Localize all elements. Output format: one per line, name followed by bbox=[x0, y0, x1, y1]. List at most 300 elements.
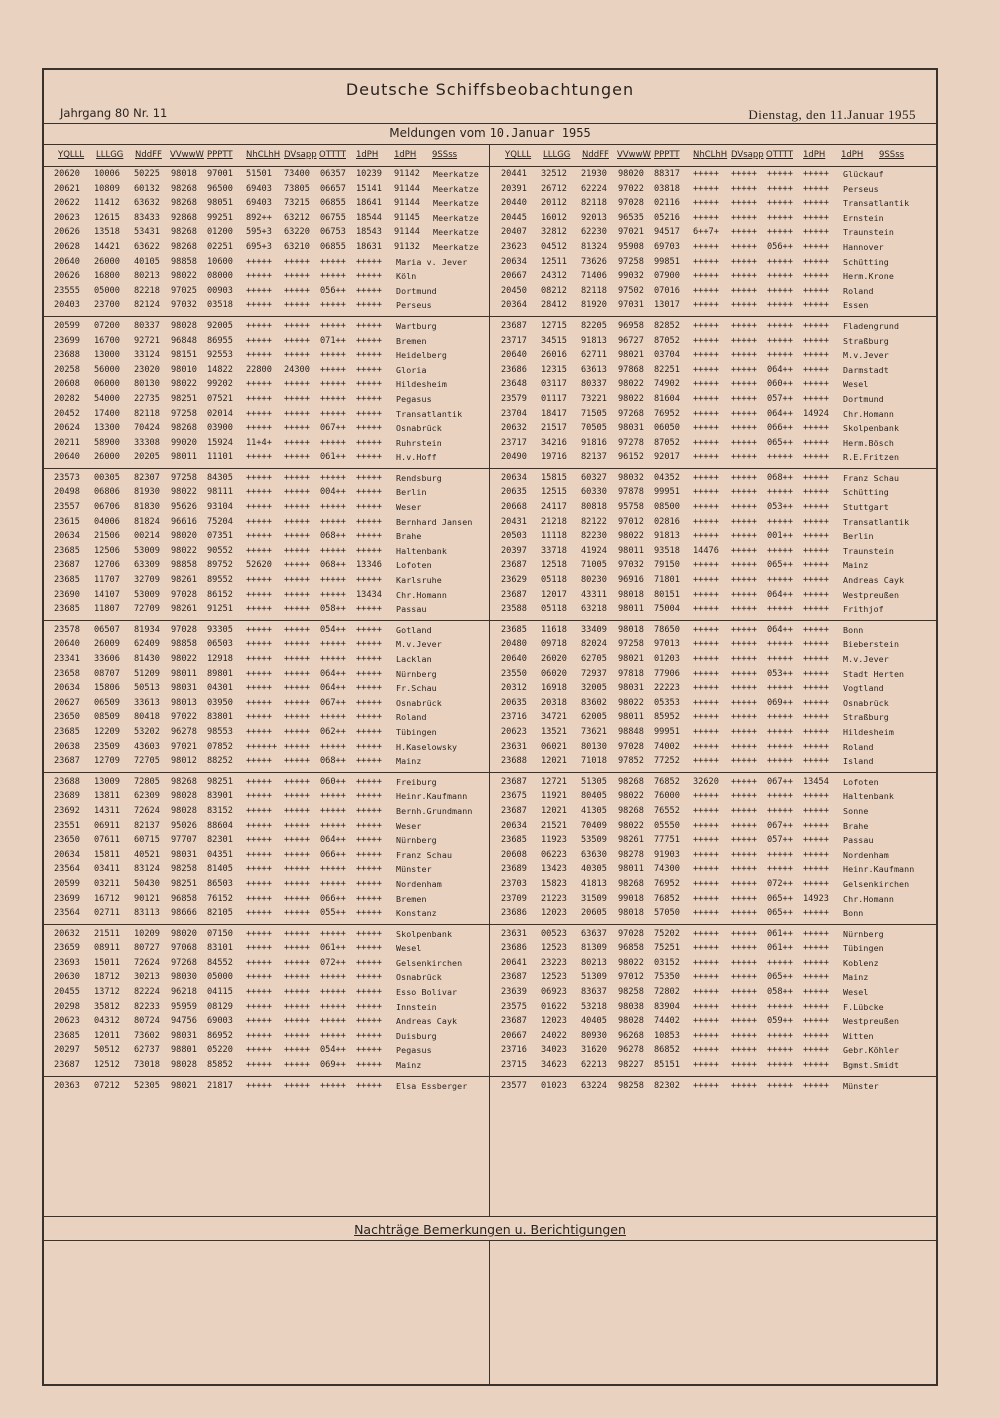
report-value: +++++ bbox=[731, 972, 757, 983]
table-row bbox=[491, 1001, 936, 1016]
report-value: 86952 bbox=[207, 1030, 233, 1041]
table-row bbox=[44, 907, 489, 922]
report-value: +++++ bbox=[693, 183, 719, 194]
report-value: 80727 bbox=[134, 943, 160, 954]
report-value: 53218 bbox=[581, 1001, 607, 1012]
report-value: 33124 bbox=[134, 350, 160, 361]
report-value: +++++ bbox=[731, 878, 757, 889]
ship-name: Schütting bbox=[843, 256, 889, 267]
report-value: 32709 bbox=[134, 575, 160, 586]
ship-name: Berlin bbox=[843, 531, 874, 542]
report-value: +++++ bbox=[356, 639, 382, 650]
table-row bbox=[491, 197, 936, 212]
report-value: 23699 bbox=[54, 893, 80, 904]
report-value: +++++ bbox=[767, 791, 793, 802]
report-value: +++++ bbox=[356, 364, 382, 375]
report-value: 056++ bbox=[767, 241, 793, 252]
report-value: 98268 bbox=[618, 805, 644, 816]
report-value: +++++ bbox=[356, 849, 382, 860]
report-value: +++++ bbox=[731, 452, 757, 463]
report-value: 23675 bbox=[501, 791, 527, 802]
report-value: 05353 bbox=[654, 697, 680, 708]
report-value: +++++ bbox=[693, 928, 719, 939]
report-value: 82024 bbox=[581, 639, 607, 650]
block-separator bbox=[44, 772, 936, 773]
report-value: 14923 bbox=[803, 893, 829, 904]
report-value: 058++ bbox=[320, 604, 346, 615]
report-value: 40521 bbox=[134, 849, 160, 860]
report-value: 16012 bbox=[541, 212, 567, 223]
report-value: 98021 bbox=[618, 654, 644, 664]
report-value: +++++ bbox=[356, 285, 382, 296]
report-value: +++++ bbox=[767, 198, 793, 209]
report-value: +++++ bbox=[731, 320, 757, 331]
ship-name: Island bbox=[843, 756, 874, 767]
report-value: +++++ bbox=[693, 423, 719, 434]
report-value: +++++ bbox=[693, 271, 719, 282]
report-value: 03152 bbox=[654, 957, 680, 968]
report-value: +++++ bbox=[356, 776, 382, 787]
report-value: +++++ bbox=[803, 639, 829, 650]
table-row bbox=[44, 790, 489, 805]
report-value: 20205 bbox=[134, 452, 160, 463]
report-value: +++++ bbox=[693, 668, 719, 679]
report-value: +++++ bbox=[356, 712, 382, 723]
report-value: +++++ bbox=[356, 437, 382, 448]
report-value: 20312 bbox=[501, 683, 527, 694]
report-value: +++++ bbox=[731, 835, 757, 846]
report-value: 03704 bbox=[654, 350, 680, 361]
report-value: +++++ bbox=[246, 893, 272, 904]
report-value: 23700 bbox=[94, 300, 120, 311]
column-header: OTTTT bbox=[319, 150, 347, 160]
report-value: +++++ bbox=[246, 300, 272, 311]
report-value: +++++ bbox=[693, 1030, 719, 1041]
report-value: 071++ bbox=[320, 335, 346, 346]
ship-name: Nürnberg bbox=[843, 928, 884, 939]
report-value: 13009 bbox=[94, 776, 120, 787]
report-value: 23573 bbox=[54, 472, 80, 483]
report-value: +++++ bbox=[731, 741, 757, 752]
report-value: 23509 bbox=[94, 741, 120, 752]
report-value: 98031 bbox=[171, 683, 197, 694]
report-value: +++++ bbox=[803, 1016, 829, 1027]
report-value: +++++ bbox=[803, 256, 829, 267]
report-value: 20498 bbox=[54, 487, 80, 498]
report-value: 21521 bbox=[541, 820, 567, 831]
table-row bbox=[44, 726, 489, 741]
report-value: 23555 bbox=[54, 285, 80, 296]
report-value: 20641 bbox=[501, 957, 527, 968]
report-block bbox=[44, 1080, 489, 1095]
report-value: 76852 bbox=[654, 776, 680, 787]
report-value: 072++ bbox=[320, 957, 346, 968]
report-value: +++++ bbox=[284, 654, 310, 664]
report-value: 066++ bbox=[320, 893, 346, 904]
report-value: 98032 bbox=[618, 472, 644, 483]
report-value: +++++ bbox=[284, 285, 310, 296]
block-separator bbox=[44, 1076, 936, 1077]
report-value: 98858 bbox=[171, 256, 197, 267]
report-value: 23687 bbox=[54, 560, 80, 571]
ship-name: Meerkatze bbox=[433, 198, 479, 209]
report-value: +++++ bbox=[803, 683, 829, 694]
report-value: 08212 bbox=[541, 285, 567, 296]
table-row bbox=[44, 624, 489, 639]
ship-name: Lacklan bbox=[396, 654, 432, 664]
report-value: 97868 bbox=[618, 364, 644, 375]
report-value: +++++ bbox=[767, 285, 793, 296]
report-value: +++++ bbox=[731, 791, 757, 802]
report-value: +++++ bbox=[284, 1030, 310, 1041]
report-value: +++++ bbox=[246, 654, 272, 664]
report-value: 10209 bbox=[134, 928, 160, 939]
report-value: +++++ bbox=[731, 198, 757, 209]
report-value: +++++ bbox=[284, 271, 310, 282]
report-value: 11412 bbox=[94, 198, 120, 209]
report-value: 31509 bbox=[581, 893, 607, 904]
report-value: 068++ bbox=[320, 756, 346, 767]
table-row bbox=[44, 270, 489, 285]
report-value: +++++ bbox=[246, 668, 272, 679]
report-value: 18544 bbox=[356, 212, 382, 223]
report-value: 97012 bbox=[618, 516, 644, 527]
report-value: 04351 bbox=[207, 849, 233, 860]
report-value: 98028 bbox=[618, 1016, 644, 1027]
report-value: 70424 bbox=[134, 423, 160, 434]
report-value: +++++ bbox=[731, 987, 757, 998]
report-value: 89752 bbox=[207, 560, 233, 571]
report-value: 23687 bbox=[501, 776, 527, 787]
report-value: 23659 bbox=[54, 943, 80, 954]
table-row bbox=[491, 422, 936, 437]
report-value: 82302 bbox=[654, 1080, 680, 1091]
report-value: 21930 bbox=[581, 169, 607, 179]
report-value: +++++ bbox=[246, 1030, 272, 1041]
report-value: 98011 bbox=[618, 545, 644, 556]
report-value: 064++ bbox=[767, 624, 793, 635]
report-value: +++++ bbox=[284, 545, 310, 556]
report-value: 96268 bbox=[618, 1030, 644, 1041]
report-value: 98251 bbox=[207, 776, 233, 787]
table-row bbox=[491, 393, 936, 408]
report-value: 82124 bbox=[134, 300, 160, 311]
report-value: +++++ bbox=[693, 943, 719, 954]
report-value: 23685 bbox=[54, 575, 80, 586]
ship-name: Fladengrund bbox=[843, 320, 900, 331]
report-value: +++++ bbox=[356, 624, 382, 635]
report-value: +++++ bbox=[284, 776, 310, 787]
ship-name: Lofoten bbox=[396, 560, 432, 571]
report-value: +++++ bbox=[803, 393, 829, 404]
report-value: +++++ bbox=[693, 849, 719, 860]
report-value: 98858 bbox=[171, 560, 197, 571]
column-header: LLLGG bbox=[543, 150, 571, 160]
report-value: 52620 bbox=[246, 560, 272, 571]
report-value: 82218 bbox=[134, 285, 160, 296]
report-value: 99951 bbox=[654, 726, 680, 737]
ship-name: M.v.Jever bbox=[396, 639, 442, 650]
table-row bbox=[44, 1015, 489, 1030]
ship-name: Westpreußen bbox=[843, 589, 900, 600]
report-value: 892++ bbox=[246, 212, 272, 223]
report-value: 96218 bbox=[171, 987, 197, 998]
report-value: +++++ bbox=[284, 350, 310, 361]
report-value: 00214 bbox=[134, 531, 160, 542]
column-header: VVwwW bbox=[170, 150, 204, 160]
report-value: 97818 bbox=[618, 668, 644, 679]
report-value: +++++ bbox=[284, 878, 310, 889]
report-value: 05000 bbox=[207, 972, 233, 983]
report-value: 98022 bbox=[171, 654, 197, 664]
report-value: +++++ bbox=[767, 183, 793, 194]
report-value: 12615 bbox=[94, 212, 120, 223]
table-row bbox=[491, 545, 936, 560]
report-value: 76852 bbox=[654, 893, 680, 904]
report-value: 595+3 bbox=[246, 227, 272, 238]
report-value: +++++ bbox=[731, 589, 757, 600]
table-row bbox=[44, 986, 489, 1001]
report-value: 96500 bbox=[207, 183, 233, 194]
report-value: +++++ bbox=[320, 878, 346, 889]
table-row bbox=[44, 805, 489, 820]
report-value: 62737 bbox=[134, 1045, 160, 1056]
report-value: +++++ bbox=[767, 1080, 793, 1091]
report-value: 26000 bbox=[94, 452, 120, 463]
table-row bbox=[44, 820, 489, 835]
report-value: 97032 bbox=[171, 300, 197, 311]
report-value: +++++ bbox=[246, 423, 272, 434]
ship-name: Hannover bbox=[843, 241, 884, 252]
report-value: +++++ bbox=[767, 350, 793, 361]
report-value: +++++ bbox=[731, 364, 757, 375]
report-value: 98258 bbox=[618, 1080, 644, 1091]
report-value: 91142 bbox=[394, 169, 420, 179]
report-value: +++++ bbox=[246, 271, 272, 282]
report-value: +++++ bbox=[246, 835, 272, 846]
table-row bbox=[44, 928, 489, 943]
report-value: +++++ bbox=[246, 943, 272, 954]
report-value: +++++ bbox=[284, 560, 310, 571]
report-value: +++++ bbox=[767, 212, 793, 223]
report-value: 23631 bbox=[501, 741, 527, 752]
report-value: 63622 bbox=[134, 241, 160, 252]
report-value: 75204 bbox=[207, 516, 233, 527]
report-value: +++++ bbox=[356, 423, 382, 434]
report-value: 068++ bbox=[320, 531, 346, 542]
report-value: +++++ bbox=[284, 502, 310, 513]
report-value: 064++ bbox=[320, 835, 346, 846]
report-value: 12512 bbox=[94, 1060, 120, 1071]
report-value: +++++ bbox=[693, 741, 719, 752]
table-row bbox=[44, 349, 489, 364]
ship-name: Skolpenbank bbox=[396, 928, 453, 939]
report-value: 15141 bbox=[356, 183, 382, 194]
table-row bbox=[491, 574, 936, 589]
report-value: 23715 bbox=[501, 1060, 527, 1071]
report-value: 97502 bbox=[618, 285, 644, 296]
ship-name: Konstanz bbox=[396, 908, 437, 919]
ship-name: Nordenham bbox=[396, 878, 442, 889]
report-value: 20667 bbox=[501, 1030, 527, 1041]
table-row bbox=[44, 285, 489, 300]
report-value: +++++ bbox=[731, 1060, 757, 1071]
report-value: +++++ bbox=[246, 487, 272, 498]
ship-name: Osnabrück bbox=[843, 697, 889, 708]
report-value: 97068 bbox=[171, 943, 197, 954]
report-value: 20298 bbox=[54, 1001, 80, 1012]
report-value: 40405 bbox=[581, 1016, 607, 1027]
report-value: +++++ bbox=[693, 1080, 719, 1091]
report-value: +++++ bbox=[731, 712, 757, 723]
report-value: 41305 bbox=[581, 805, 607, 816]
report-value: 06855 bbox=[320, 241, 346, 252]
report-value: +++++ bbox=[246, 972, 272, 983]
ship-name: Herm.Bösch bbox=[843, 437, 894, 448]
table-row bbox=[44, 256, 489, 271]
report-value: 16918 bbox=[541, 683, 567, 694]
report-value: 90121 bbox=[134, 893, 160, 904]
report-value: +++++ bbox=[693, 697, 719, 708]
report-value: 83901 bbox=[207, 791, 233, 802]
ship-name: M.v.Jever bbox=[843, 654, 889, 664]
report-value: 72805 bbox=[134, 776, 160, 787]
report-value: +++++ bbox=[320, 408, 346, 419]
report-value: 98051 bbox=[207, 198, 233, 209]
report-value: 33613 bbox=[134, 697, 160, 708]
column-header: PPPTT bbox=[207, 150, 233, 160]
report-value: +++++ bbox=[803, 1045, 829, 1056]
report-value: 062++ bbox=[320, 726, 346, 737]
report-value: 15806 bbox=[94, 683, 120, 694]
report-value: 069++ bbox=[767, 697, 793, 708]
report-value: 10809 bbox=[94, 183, 120, 194]
report-value: +++++ bbox=[320, 545, 346, 556]
report-value: 82118 bbox=[581, 285, 607, 296]
report-value: +++++ bbox=[731, 805, 757, 816]
report-value: +++++ bbox=[693, 972, 719, 983]
report-value: 23578 bbox=[54, 624, 80, 635]
column-header: DVsapp bbox=[731, 150, 764, 160]
report-value: 82233 bbox=[134, 1001, 160, 1012]
report-block bbox=[44, 472, 489, 618]
report-value: 12709 bbox=[94, 756, 120, 767]
report-value: +++++ bbox=[284, 624, 310, 635]
report-value: 83602 bbox=[581, 697, 607, 708]
report-value: 34023 bbox=[541, 1045, 567, 1056]
report-value: +++++ bbox=[693, 878, 719, 889]
ship-name: F.Lübcke bbox=[843, 1001, 884, 1012]
report-value: 98268 bbox=[618, 776, 644, 787]
table-row bbox=[44, 212, 489, 227]
block-separator bbox=[44, 316, 936, 317]
column-header: YQLLL bbox=[505, 150, 532, 160]
report-value: 06753 bbox=[320, 227, 346, 238]
report-value: 23717 bbox=[501, 335, 527, 346]
report-value: 054++ bbox=[320, 624, 346, 635]
report-value: 34515 bbox=[541, 335, 567, 346]
report-value: +++++ bbox=[320, 350, 346, 361]
table-row bbox=[491, 741, 936, 756]
report-value: 98268 bbox=[171, 776, 197, 787]
report-value: +++++ bbox=[284, 589, 310, 600]
report-value: +++++ bbox=[246, 957, 272, 968]
report-value: 16800 bbox=[94, 271, 120, 282]
table-row bbox=[491, 183, 936, 198]
report-value: +++++ bbox=[731, 864, 757, 875]
report-value: 69703 bbox=[654, 241, 680, 252]
block-separator bbox=[44, 468, 936, 469]
report-value: 060++ bbox=[767, 379, 793, 390]
table-row bbox=[44, 1059, 489, 1074]
report-value: +++++ bbox=[246, 697, 272, 708]
table-row bbox=[44, 668, 489, 683]
report-value: 99018 bbox=[618, 893, 644, 904]
report-value: +++++ bbox=[767, 1060, 793, 1071]
report-value: 04352 bbox=[654, 472, 680, 483]
ship-name: Pegasus bbox=[396, 393, 432, 404]
report-value: 31620 bbox=[581, 1045, 607, 1056]
report-value: +++++ bbox=[246, 320, 272, 331]
column-header: 9SSss bbox=[879, 150, 905, 160]
report-value: +++++ bbox=[356, 300, 382, 311]
report-value: 92721 bbox=[134, 335, 160, 346]
report-value: 23687 bbox=[501, 560, 527, 571]
report-value: 07852 bbox=[207, 741, 233, 752]
report-value: 97258 bbox=[618, 639, 644, 650]
report-value: 80337 bbox=[134, 320, 160, 331]
ship-name: Sonne bbox=[843, 805, 869, 816]
report-value: +++++ bbox=[284, 1001, 310, 1012]
report-value: 51305 bbox=[581, 776, 607, 787]
report-value: 23685 bbox=[54, 604, 80, 615]
report-value: 12918 bbox=[207, 654, 233, 664]
report-value: +++++ bbox=[356, 835, 382, 846]
report-value: 11921 bbox=[541, 791, 567, 802]
report-value: +++++ bbox=[803, 726, 829, 737]
report-value: +++++ bbox=[284, 756, 310, 767]
report-value: +++++ bbox=[731, 335, 757, 346]
report-value: 97258 bbox=[618, 256, 644, 267]
report-value: +++++ bbox=[803, 712, 829, 723]
report-value: +++++ bbox=[320, 1080, 346, 1091]
report-value: +++++ bbox=[731, 1016, 757, 1027]
report-value: +++++ bbox=[693, 364, 719, 375]
report-value: 07016 bbox=[654, 285, 680, 296]
report-value: +++++ bbox=[693, 908, 719, 919]
report-value: 23687 bbox=[501, 589, 527, 600]
report-value: +++++ bbox=[246, 849, 272, 860]
report-value: +++++ bbox=[731, 560, 757, 571]
table-row bbox=[44, 364, 489, 379]
report-value: 90552 bbox=[207, 545, 233, 556]
report-value: 06050 bbox=[654, 423, 680, 434]
table-row bbox=[491, 241, 936, 256]
report-value: 14924 bbox=[803, 408, 829, 419]
report-value: +++++ bbox=[803, 300, 829, 311]
report-value: 058++ bbox=[767, 987, 793, 998]
report-value: +++++ bbox=[767, 1030, 793, 1041]
report-value: 23686 bbox=[501, 908, 527, 919]
report-value: +++++ bbox=[356, 820, 382, 831]
report-value: 21506 bbox=[94, 531, 120, 542]
reports-label: Meldungen vom bbox=[389, 126, 486, 140]
report-value: 98011 bbox=[171, 452, 197, 463]
report-value: 12518 bbox=[541, 560, 567, 571]
column-header: OTTTT bbox=[766, 150, 794, 160]
report-value: +++++ bbox=[284, 437, 310, 448]
report-value: 63210 bbox=[284, 241, 310, 252]
